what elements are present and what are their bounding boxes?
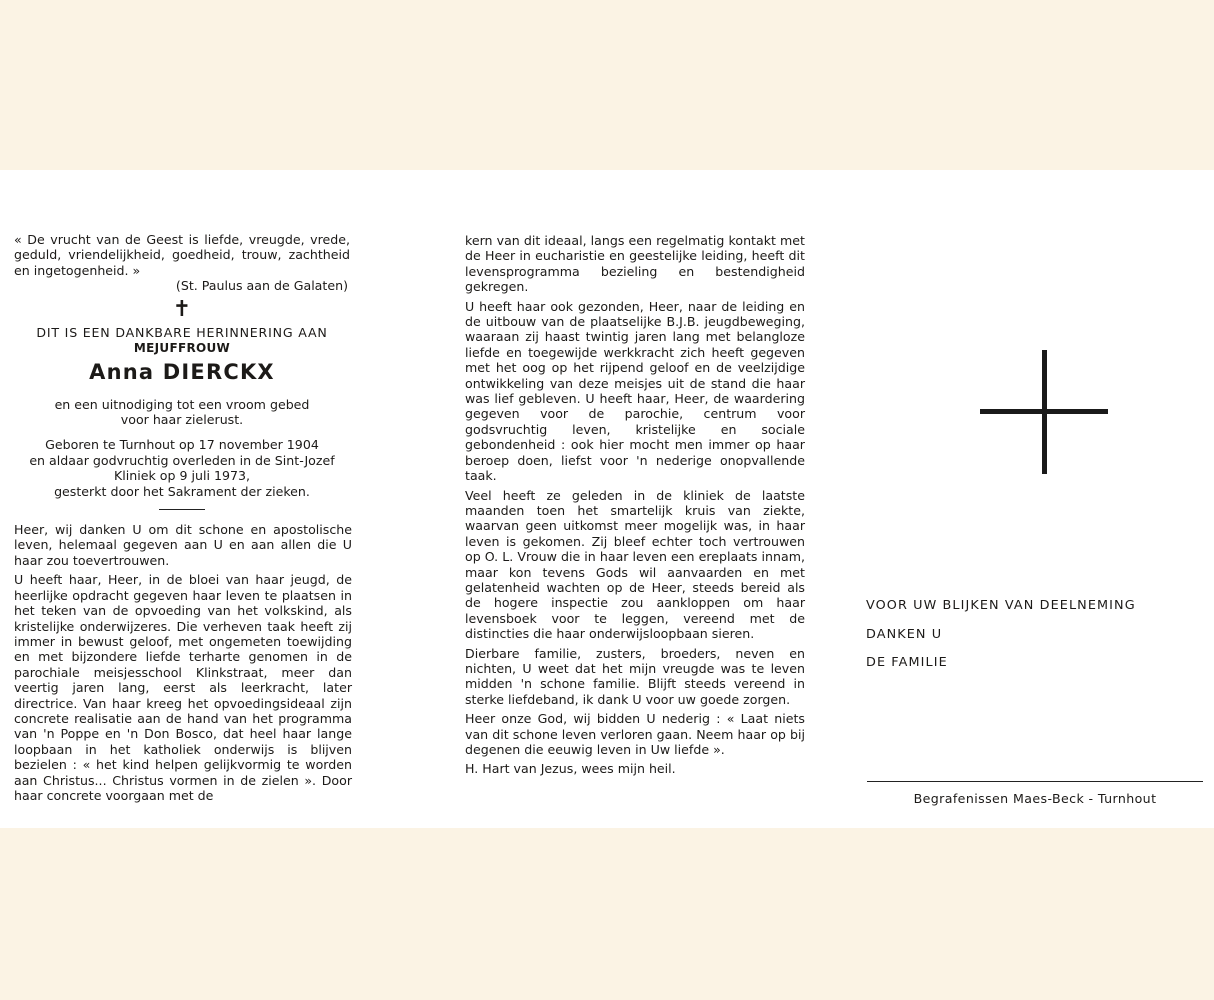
small-cross-icon: ✝ <box>172 296 192 322</box>
middle-paragraph-5: Heer onze God, wij bidden U nederig : « Laat niets van dit schone leven verloren gaan. Neem haar op bij degenen die eeuwig leven in Uw liefde ». <box>465 711 805 757</box>
divider <box>159 509 205 510</box>
bible-quote: « De vrucht van de Geest is liefde, vreugde, vrede, geduld, vriendelijkheid, goedheid, trouw, zachtheid en ingetogenheid. » <box>14 232 350 278</box>
death-line-2: Kliniek op 9 juli 1973, <box>113 468 251 484</box>
sacrament-line: gesterkt door het Sakrament der zieken. <box>54 483 310 499</box>
invitation-line-2: voor haar zielerust. <box>120 412 244 428</box>
left-paragraph-1: Heer, wij danken U om dit schone en apostolische leven, helemaal gegeven aan U en aan allen die U haar zou toevertrouwen. <box>14 522 352 568</box>
honorific: MEJUFFROUW <box>133 340 231 355</box>
thanks-line-2: DANKEN U <box>866 626 943 642</box>
invitation-line-1: en een uitnodiging tot een vroom gebed <box>54 396 310 412</box>
left-panel <box>0 170 370 828</box>
left-paragraph-2: U heeft haar, Heer, in de bloei van haar jeugd, de heerlijke opdracht gegeven haar leven te plaatsen in het teken van de opvoeding van het volkskind, als kristelijke onderwijzeres. Die verheven taak heeft zij immer in bewust geloof, met ongemeten toewijding en met bijzondere liefde terharte genomen in de parochiale meisjesschool Klinkstraat, meer dan veertig jaren lang, eerst als leerkracht, later directrice. Van haar kreeg het opvoedingsideaal zijn concrete realisatie aan de hand van het programma van 'n Poppe en 'n Don Bosco, dat heel haar lange loopbaan in het katholiek onderwijs is blijven bezielen : « het kind helpen gelijkvormig te worden aan Christus... Christus vormen in de zielen ». Door haar concrete voorgaan met de <box>14 572 352 803</box>
cross-icon <box>980 350 1108 474</box>
quote-source: (St. Paulus aan de Galaten) <box>175 278 348 294</box>
middle-paragraph-3: Veel heeft ze geleden in de kliniek de laatste maanden toen het smartelijk kruis van ziekte, waarvan geen uitkomst meer mogelijk was, in haar leven is gekomen. Zij bleef echter toch vertrouwen op O. L. Vrouw die in haar leven een ereplaats innam, maar kon tevens Gods wil aanvaarden en met gelatenheid wachten op de Heer, steeds bereid als de hogere inspectie zou aankloppen om haar levensboek voor te leggen, vereend met de distincties die haar onderwijsloopbaan sieren. <box>465 487 805 642</box>
thanks-line-3: DE FAMILIE <box>866 655 948 670</box>
thanks-line-1: VOOR UW BLIJKEN VAN DEELNEMING <box>866 598 1136 613</box>
right-panel <box>830 170 1214 828</box>
footer-rule <box>867 781 1203 782</box>
deceased-name: Anna DIERCKX <box>89 359 275 384</box>
death-line-1: en aldaar godvruchtig overleden in de Sint-Jozef <box>29 452 335 468</box>
middle-paragraph-6: H. Hart van Jezus, wees mijn heil. <box>465 761 676 777</box>
middle-paragraph-1: kern van dit ideaal, langs een regelmatig kontakt met de Heer in eucharistie en geestelijke leiding, heeft dit levensprogramma bezieling en bestendigheid gekregen. <box>465 233 805 295</box>
thanks-block <box>866 592 1136 678</box>
middle-panel <box>455 170 815 828</box>
undertaker-credit: Begrafenissen Maes-Beck - Turnhout <box>913 791 1157 806</box>
memorial-card <box>0 170 1214 828</box>
birth-line: Geboren te Turnhout op 17 november 1904 <box>45 437 319 453</box>
middle-paragraph-4: Dierbare familie, zusters, broeders, neven en nichten, U weet dat het mijn vreugde was te leven midden 'n schone familie. Blijft steeds vereend in sterke liefdeband, ik dank U voor uw goede zorgen. <box>465 645 805 707</box>
remembrance-heading: DIT IS EEN DANKBARE HERINNERING AAN <box>36 324 328 340</box>
middle-paragraph-2: U heeft haar ook gezonden, Heer, naar de leiding en de uitbouw van de plaatselijke B.J.B. jeugdbeweging, waaraan zij haast twintig jaren lang met belangloze liefde en toegewijde werkkracht zich heeft gegeven met het oog op het rijpend geloof en de veelzijdige ontwikkeling van deze meisjes uit de stand die haar was lief gebleven. U heeft haar, Heer, de waardering gegeven voor de parochie, centrum voor godsvruchtig leven, kristelijke en sociale gebondenheid : ook hier mocht men immer op haar beroep doen, liefst voor 'n nederige onopvallende taak. <box>465 298 805 484</box>
